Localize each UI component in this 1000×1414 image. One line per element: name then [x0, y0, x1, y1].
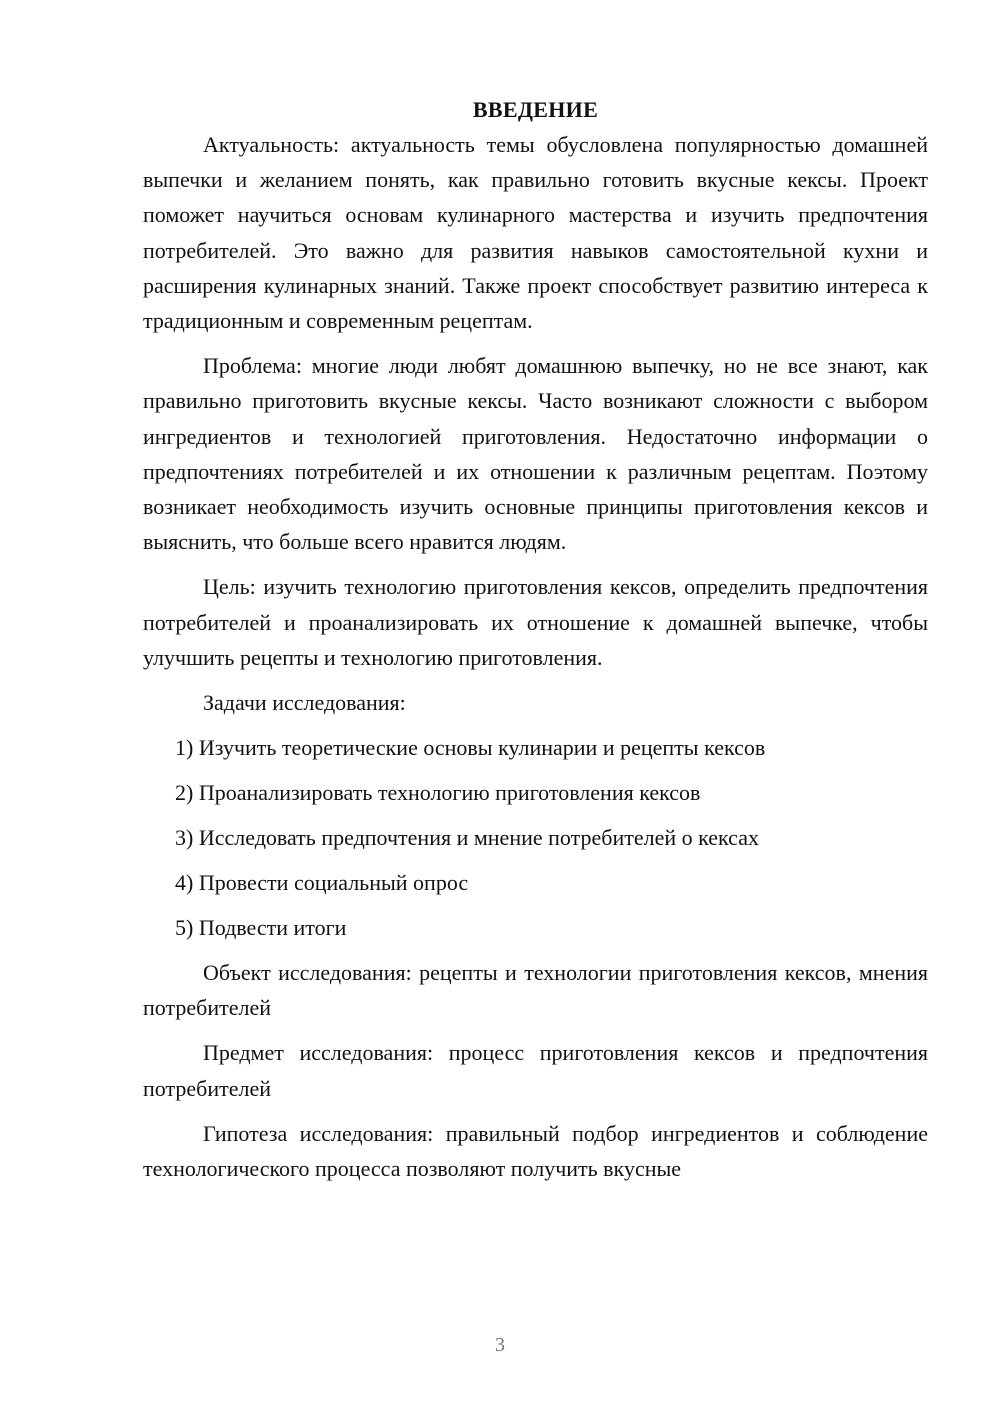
goal-paragraph: Цель: изучить технологию приготовления кексов, определить предпочтения потребителей и проанализировать их отношение к домашней выпечке, чтобы улучшить рецепты и технологию приготовления.	[143, 574, 928, 670]
tasks-list	[143, 730, 928, 945]
relevance-paragraph: Актуальность: актуальность темы обусловлена популярностью домашней выпечки и желанием понять, как правильно готовить вкусные кексы. Проект поможет научиться основам кулинарного мастерства и изучить предпочтения потребителей. Это важно для развития навыков самостоятельной кухни и расширения кулинарных знаний. Также проект способствует развитию интереса к традиционным и современным рецептам.	[143, 132, 928, 334]
document-page	[143, 92, 928, 1196]
page-number: 3	[495, 1334, 505, 1356]
tasks-heading: Задачи исследования:	[203, 690, 406, 716]
list-item: 1) Изучить теоретические основы кулинарии и рецепты кексов	[175, 735, 766, 761]
problem-paragraph: Проблема: многие люди любят домашнюю выпечку, но не все знают, как правильно приготовить вкусные кексы. Часто возникают сложности с выбором ингредиентов и технологией приготовления. Недостаточно информации о предпочтениях потребителей и их отношении к различным рецептам. Поэтому возникает необходимость изучить основные принципы приготовления кексов и выяснить, что больше всего нравится людям.	[143, 353, 928, 555]
hypothesis-paragraph: Гипотеза исследования: правильный подбор ингредиентов и соблюдение технологического процесса позволяют получить вкусные	[143, 1120, 928, 1182]
section-title: ВВЕДЕНИЕ	[472, 97, 599, 122]
object-paragraph: Объект исследования: рецепты и технологии приготовления кексов, мнения потребителей	[143, 960, 928, 1021]
list-item: 5) Подвести итоги	[175, 915, 347, 941]
list-item: 2) Проанализировать технологию приготовления кексов	[175, 780, 701, 806]
subject-paragraph: Предмет исследования: процесс приготовления кексов и предпочтения потребителей	[143, 1040, 928, 1101]
list-item: 4) Провести социальный опрос	[175, 870, 469, 896]
list-item: 3) Исследовать предпочтения и мнение потребителей о кексах	[175, 825, 759, 851]
